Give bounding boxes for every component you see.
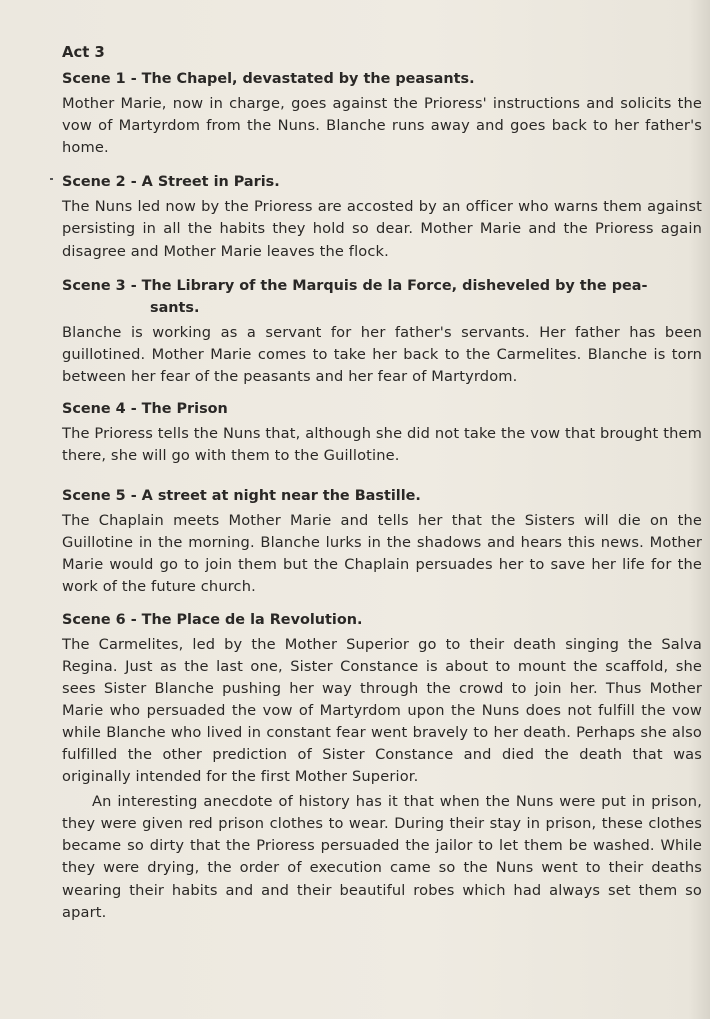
scene-description: Mother Marie, now in charge, goes against the Prioress' instructions and solicits the vow of Martyrdom from the Nuns. Blanche runs away and goes back to her father's home. xyxy=(62,95,702,157)
scene-description: Blanche is working as a servant for her father's servants. Her father has been guillotined. Mother Marie comes to take her back to the Carmelites. Blanche is torn between her fear of the peasants and her fear of Martyrdom. xyxy=(62,323,702,385)
scene-description: The Nuns led now by the Prioress are accosted by an officer who warns them against persisting in all the habits they hold so dear. Mother Marie and the Prioress again disagree and Mother Marie leaves the flock. xyxy=(62,198,702,260)
scene-description: The Chaplain meets Mother Marie and tells her that the Sisters will die on the Guillotine in the morning. Blanche lurks in the shadows and hears this news. Mother Marie would go to join them but the Chaplain persuades her to save her life for the work of the future church. xyxy=(62,512,702,596)
scene-heading: Scene 2 - A Street in Paris. xyxy=(62,174,280,191)
anecdote-paragraph: An interesting anecdote of history has it that when the Nuns were put in prison, they were given red prison clothes to wear. During their stay in prison, these clothes became so dirty that the Prioress persuaded the jailor to let them be washed. While they were drying, the order of execution came so the Nuns went to their deaths wearing their habits and and their beautiful robes which had always set them so apart. xyxy=(62,793,702,921)
scene-heading: Scene 6 - The Place de la Revolution. xyxy=(62,611,363,628)
scene-6 xyxy=(62,609,702,924)
scene-description: The Carmelites, led by the Mother Superior go to their death singing the Salva Regina. Just as the last one, Sister Constance is about to mount the scaffold, she sees Sister Blanche pushing her way through the crowd to join her. Thus Mother Marie who persuaded the vow of Martyrdom upon the Nuns does not fulfill the vow while Blanche who lived in constant fear went bravely to her death. Perhaps she also fulfilled the other prediction of Sister Constance and died the death that was originally intended for the first Mother Superior. xyxy=(62,635,702,786)
act-title: Act 3 xyxy=(62,44,105,61)
scene-3 xyxy=(62,275,702,388)
document-content xyxy=(62,42,702,924)
scene-heading xyxy=(62,275,702,319)
stray-ink-mark xyxy=(50,178,53,180)
scene-1 xyxy=(62,68,702,159)
scene-2 xyxy=(62,171,702,262)
scene-heading: Scene 1 - The Chapel, devastated by the peasants. xyxy=(62,71,475,88)
scene-heading-continuation: sants. xyxy=(150,299,200,316)
scene-heading-text: Scene 3 - The Library of the Marquis de la Force, disheveled by the pea- xyxy=(62,277,648,294)
scene-heading: Scene 4 - The Prison xyxy=(62,400,228,417)
scene-heading: Scene 5 - A street at night near the Bastille. xyxy=(62,488,421,505)
scene-5 xyxy=(62,485,702,598)
scene-description: The Prioress tells the Nuns that, although she did not take the vow that brought them there, she will go with them to the Guillotine. xyxy=(62,424,702,465)
scene-4 xyxy=(62,398,702,467)
